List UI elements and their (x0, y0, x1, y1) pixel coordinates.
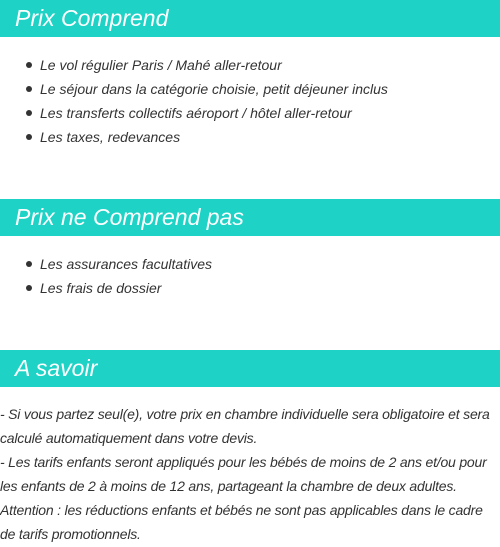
list-item-text: Le séjour dans la catégorie choisie, petit déjeuner inclus (40, 81, 388, 97)
section-header-excluded (0, 199, 500, 236)
bullet-icon (26, 110, 32, 116)
list-item (0, 276, 212, 300)
bullet-icon (26, 86, 32, 92)
info-paragraph: - Les tarifs enfants seront appliqués pour les bébés de moins de 2 ans et/ou pour les enfants de 2 à moins de 12 ans, partageant la chambre de deux adultes. (0, 454, 487, 494)
list-item-text: Les frais de dossier (40, 280, 162, 296)
section-title-excluded: Prix ne Comprend pas (15, 204, 244, 230)
list-item (0, 77, 388, 101)
bullet-icon (26, 62, 32, 68)
list-item-text: Le vol régulier Paris / Mahé aller-retour (40, 57, 282, 73)
list-item-text: Les transferts collectifs aéroport / hôtel aller-retour (40, 105, 352, 121)
list-item (0, 101, 388, 125)
list-item (0, 252, 212, 276)
section-title-info: A savoir (15, 355, 98, 381)
list-item (0, 125, 388, 149)
list-item-text: Les taxes, redevances (40, 129, 181, 145)
excluded-list (0, 252, 212, 300)
bullet-icon (26, 134, 32, 140)
info-paragraph: Attention : les réductions enfants et bébés ne sont pas applicables dans le cadre de tarifs promotionnels. (0, 502, 483, 542)
list-item-text: Les assurances facultatives (40, 256, 212, 272)
included-list (0, 53, 388, 149)
info-text (0, 402, 500, 546)
list-item (0, 53, 388, 77)
bullet-icon (26, 261, 32, 267)
section-header-included (0, 0, 500, 37)
bullet-icon (26, 285, 32, 291)
section-title-included: Prix Comprend (15, 5, 169, 31)
info-paragraph: - Si vous partez seul(e), votre prix en chambre individuelle sera obligatoire et sera calculé automatiquement dans votre devis. (0, 406, 490, 446)
section-header-info (0, 350, 500, 387)
